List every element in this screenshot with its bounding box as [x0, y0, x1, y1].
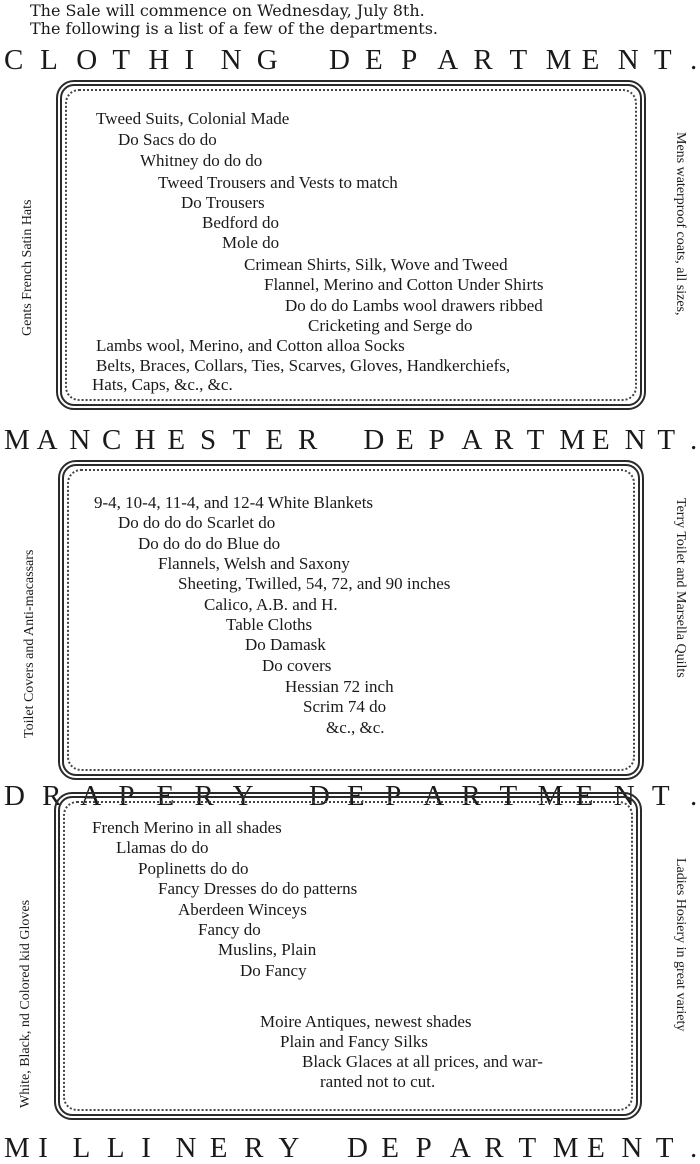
clothing-item: Flannel, Merino and Cotton Under Shirts [264, 275, 544, 294]
clothing-item: Do Trousers [181, 193, 265, 212]
manchester-right-side-text: Terry Toilet and Marsella Quilts [673, 498, 688, 678]
clothing-right-side-text: Mens waterproof coats, all sizes, [673, 132, 688, 316]
drapery-item: French Merino in all shades [92, 818, 282, 837]
clothing-item: Hats, Caps, &c., &c. [92, 375, 233, 394]
manchester-item: Scrim 74 do [303, 697, 387, 716]
manchester-item: Table Cloths [226, 615, 313, 634]
manchester-item: Hessian 72 inch [285, 677, 394, 696]
clothing-item: Tweed Trousers and Vests to match [158, 173, 398, 192]
manchester-item: Do do do do Blue do [138, 534, 281, 553]
manchester-item: Do Damask [245, 635, 326, 654]
clothing-item: Cricketing and Serge do [308, 316, 473, 335]
manchester-item: Do covers [262, 656, 332, 675]
drapery-item: Black Glaces at all prices, and war- [302, 1052, 543, 1071]
clothing-item: Tweed Suits, Colonial Made [96, 109, 290, 128]
clothing-item: Mole do [222, 233, 280, 252]
drapery-item: Moire Antiques, newest shades [260, 1012, 472, 1031]
manchester-item: Calico, A.B. and H. [204, 595, 338, 614]
clothing-item: Belts, Braces, Collars, Ties, Scarves, Gloves, Handkerchiefs, [96, 356, 511, 375]
manchester-item: &c., &c. [326, 718, 385, 737]
clothing-item: Lambs wool, Merino, and Cotton alloa Socks [96, 336, 405, 355]
manchester-item: 9-4, 10-4, 11-4, and 12-4 White Blankets [94, 493, 374, 512]
drapery-item: Fancy Dresses do do patterns [158, 879, 358, 898]
drapery-item: Muslins, Plain [218, 940, 317, 959]
manchester-item: Sheeting, Twilled, 54, 72, and 90 inches [178, 574, 451, 593]
intro-line-2: The following is a list of a few of the departments. [30, 19, 439, 38]
drapery-item: ranted not to cut. [320, 1072, 436, 1091]
drapery-left-side-text: White, Black, nd Colored kid Gloves [18, 899, 33, 1108]
clothing-left-side-text: Gents French Satin Hats [20, 199, 35, 336]
drapery-item: Do Fancy [240, 961, 307, 980]
manchester-item: Flannels, Welsh and Saxony [158, 554, 350, 573]
clothing-item: Do do do Lambs wool drawers ribbed [285, 296, 543, 315]
drapery-item: Poplinetts do do [138, 859, 249, 878]
manchester-item: Do do do do Scarlet do [118, 513, 276, 532]
drapery-item: Plain and Fancy Silks [280, 1032, 428, 1051]
intro-line-1: The Sale will commence on Wednesday, July 8th. [30, 1, 425, 20]
drapery-item: Fancy do [198, 920, 261, 939]
drapery-item: Aberdeen Winceys [178, 900, 307, 919]
clothing-item: Bedford do [202, 213, 279, 232]
drapery-item: Llamas do do [116, 838, 209, 857]
manchester-left-side-text: Toilet Covers and Anti-macassars [22, 549, 37, 738]
clothing-item: Do Sacs do do [118, 130, 217, 149]
clothing-item: Whitney do do do [140, 151, 263, 170]
drapery-right-side-text: Ladies Hosiery in great variety [673, 858, 688, 1032]
clothing-item: Crimean Shirts, Silk, Wove and Tweed [244, 255, 508, 274]
